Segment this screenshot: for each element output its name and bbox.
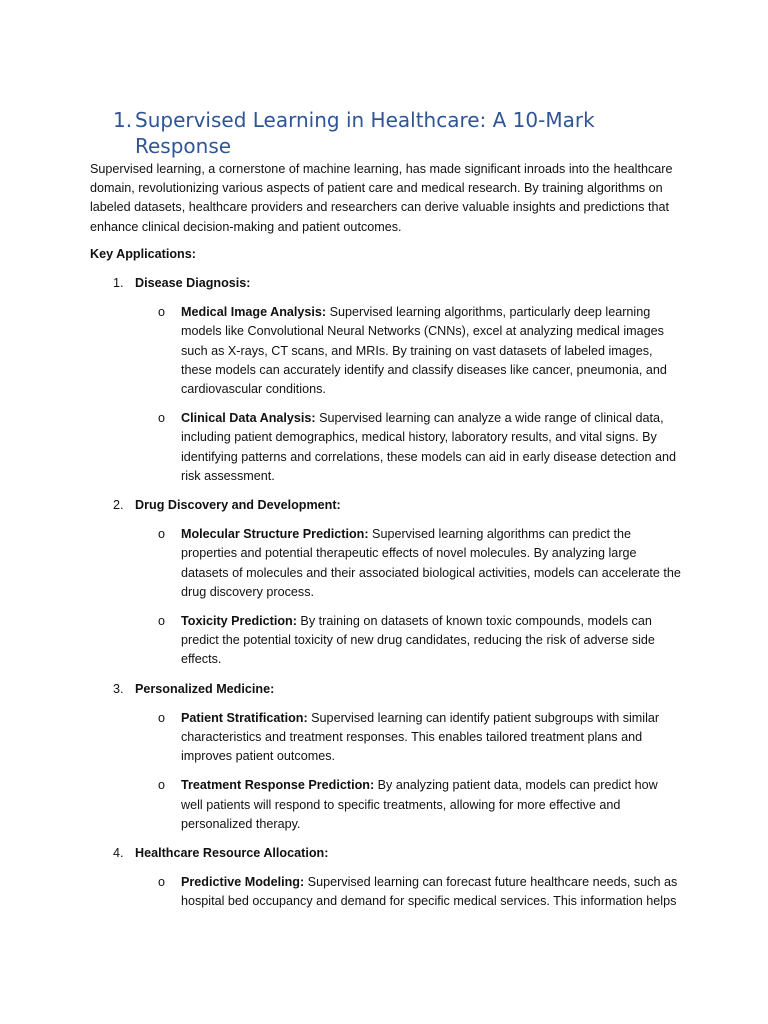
list-item (0, 303, 768, 399)
bullet-body: By analyzing patient data, models can predict how well patients will respond to specific treatments, allowing for more effective and personalized therapy. (181, 778, 658, 831)
list-item (0, 709, 768, 767)
list-item (0, 612, 768, 670)
list-item (0, 409, 768, 486)
section-heading (0, 844, 768, 863)
application-section (0, 680, 768, 834)
bullet-marker: o (158, 710, 166, 725)
bullet-body: By training on datasets of known toxic compounds, models can predict the potential toxicity of new drug candidates, reducing the risk of adverse side effects. (181, 614, 655, 667)
bullet-marker: o (158, 875, 166, 890)
section-number: 1. (113, 276, 124, 290)
section-title: Personalized Medicine: (135, 681, 275, 696)
section-title: Healthcare Resource Allocation: (135, 846, 329, 861)
bullet-text (181, 612, 681, 670)
bullet-body: Supervised learning can analyze a wide range of clinical data, including patient demographics, medical history, laboratory results, and vital signs. By identifying patterns and correlations, these models can aid in early disease detection and risk assessment. (181, 411, 676, 483)
bullet-text (181, 409, 681, 486)
section-heading (0, 680, 768, 699)
heading-number: 1. (113, 108, 133, 132)
bullet-label: Toxicity Prediction: (181, 614, 297, 629)
bullet-marker: o (158, 614, 166, 629)
application-section (0, 274, 768, 486)
section-title: Disease Diagnosis: (135, 276, 251, 290)
bullet-label: Treatment Response Prediction: (181, 778, 375, 793)
bullet-label: Medical Image Analysis: (181, 305, 327, 320)
bullet-text (181, 873, 681, 911)
section-heading (0, 496, 768, 515)
bullet-body: Supervised learning can identify patient subgroups with similar characteristics and treatment responses. This enables tailored treatment plans and improves patient outcomes. (181, 710, 660, 764)
list-item (0, 776, 768, 834)
bullet-marker: o (158, 527, 166, 542)
bullet-marker: o (158, 778, 166, 793)
intro-paragraph: Supervised learning, a cornerstone of machine learning, has made significant inroads into the healthcare domain, revolutionizing various aspects of patient care and medical research. By training algorithms on labeled datasets, healthcare providers and researchers can derive valuable insights and predictions that enhance clinical decision-making and patient outcomes. (90, 162, 673, 234)
application-section (0, 496, 768, 670)
bullet-marker: o (158, 411, 166, 426)
list-item (0, 873, 768, 911)
bullet-text (181, 776, 681, 834)
bullet-text (181, 303, 681, 399)
bullet-label: Molecular Structure Prediction: (181, 527, 369, 542)
bullet-label: Clinical Data Analysis: (181, 411, 316, 426)
bullet-marker: o (158, 305, 166, 320)
page-title (113, 107, 673, 159)
section-number: 3. (113, 681, 124, 696)
section-number: 2. (113, 498, 124, 513)
application-section (0, 844, 768, 912)
heading-text: Supervised Learning in Healthcare: A 10-Mark Response (135, 108, 595, 158)
list-item (0, 525, 768, 602)
bullet-body: Supervised learning can forecast future healthcare needs, such as hospital bed occupancy and demand for specific medical services. This information helps (181, 875, 678, 909)
applications-list (0, 274, 768, 922)
key-applications-label: Key Applications: (90, 247, 196, 261)
bullet-text (181, 525, 681, 602)
bullet-label: Predictive Modeling: (181, 875, 305, 890)
bullet-label: Patient Stratification: (181, 710, 308, 725)
section-number: 4. (113, 846, 124, 861)
bullet-body: Supervised learning algorithms can predict the properties and potential therapeutic effects of novel molecules. By analyzing large datasets of molecules and their associated biological activities, models can accelerate the drug discovery process. (181, 527, 681, 599)
section-heading (0, 274, 768, 293)
bullet-body: Supervised learning algorithms, particularly deep learning models like Convolutional Neural Networks (CNNs), excel at analyzing medical images such as X-rays, CT scans, and MRIs. By training on vast datasets of labeled images, these models can accurately identify and classify diseases like cancer, pneumonia, and cardiovascular conditions. (181, 305, 667, 396)
section-title: Drug Discovery and Development: (135, 498, 341, 513)
bullet-text (181, 709, 681, 767)
